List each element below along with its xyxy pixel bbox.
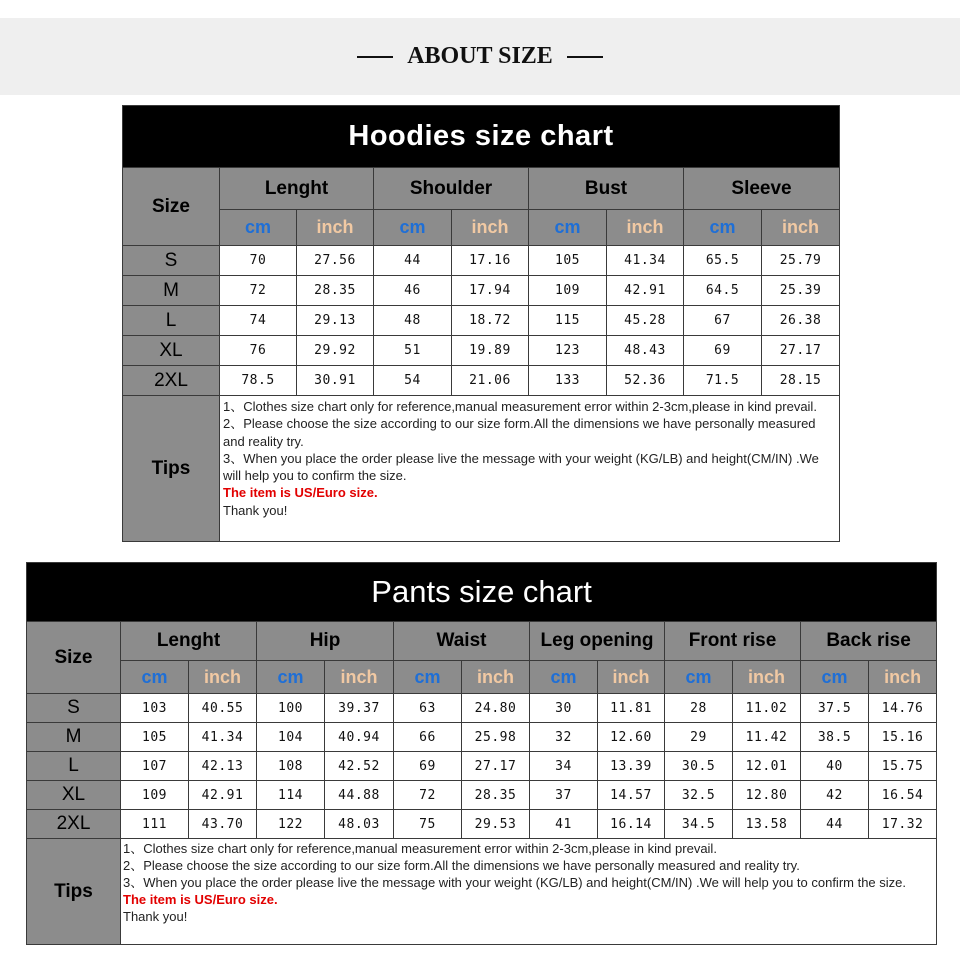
inch-value-cell: 28.15 xyxy=(762,366,840,396)
cm-value-cell: 32 xyxy=(530,723,598,752)
cm-value-cell: 69 xyxy=(684,336,762,366)
cm-value-cell: 54 xyxy=(374,366,452,396)
cm-value-cell: 51 xyxy=(374,336,452,366)
size-column-header: Size xyxy=(27,622,121,694)
size-cell: XL xyxy=(123,336,220,366)
size-cell: M xyxy=(123,276,220,306)
size-column-header: Size xyxy=(123,168,220,246)
header-left-rule xyxy=(357,56,393,58)
cm-value-cell: 30 xyxy=(530,694,598,723)
inch-value-cell: 16.54 xyxy=(869,781,937,810)
inch-value-cell: 30.91 xyxy=(297,366,374,396)
cm-value-cell: 65.5 xyxy=(684,246,762,276)
cm-value-cell: 63 xyxy=(394,694,462,723)
cm-value-cell: 34 xyxy=(530,752,598,781)
cm-value-cell: 100 xyxy=(257,694,325,723)
unit-cm-header: cm xyxy=(257,661,325,694)
unit-cm-header: cm xyxy=(121,661,189,694)
inch-value-cell: 17.32 xyxy=(869,810,937,839)
table-row xyxy=(123,366,840,396)
inch-value-cell: 12.60 xyxy=(598,723,665,752)
inch-value-cell: 44.88 xyxy=(325,781,394,810)
cm-value-cell: 72 xyxy=(394,781,462,810)
unit-inch-header: inch xyxy=(297,210,374,246)
unit-inch-header: inch xyxy=(733,661,801,694)
table-row xyxy=(123,306,840,336)
tip-line: 2、Please choose the size according to our size form.All the dimensions we have personally measured and reality try. xyxy=(123,858,800,873)
cm-value-cell: 38.5 xyxy=(801,723,869,752)
table-row xyxy=(27,694,937,723)
measure-header: Shoulder xyxy=(374,168,529,210)
unit-cm-header: cm xyxy=(530,661,598,694)
cm-value-cell: 37 xyxy=(530,781,598,810)
cm-value-cell: 32.5 xyxy=(665,781,733,810)
inch-value-cell: 12.01 xyxy=(733,752,801,781)
inch-value-cell: 28.35 xyxy=(462,781,530,810)
inch-value-cell: 15.16 xyxy=(869,723,937,752)
cm-value-cell: 44 xyxy=(801,810,869,839)
inch-value-cell: 18.72 xyxy=(452,306,529,336)
cm-value-cell: 28 xyxy=(665,694,733,723)
measure-header: Lenght xyxy=(121,622,257,661)
cm-value-cell: 46 xyxy=(374,276,452,306)
inch-value-cell: 42.91 xyxy=(607,276,684,306)
inch-value-cell: 29.92 xyxy=(297,336,374,366)
table-row xyxy=(27,810,937,839)
table-row xyxy=(123,276,840,306)
size-cell: L xyxy=(27,752,121,781)
table-row xyxy=(123,336,840,366)
inch-value-cell: 25.98 xyxy=(462,723,530,752)
cm-value-cell: 103 xyxy=(121,694,189,723)
cm-value-cell: 105 xyxy=(529,246,607,276)
cm-value-cell: 105 xyxy=(121,723,189,752)
cm-value-cell: 41 xyxy=(530,810,598,839)
cm-value-cell: 75 xyxy=(394,810,462,839)
cm-value-cell: 78.5 xyxy=(220,366,297,396)
inch-value-cell: 26.38 xyxy=(762,306,840,336)
unit-inch-header: inch xyxy=(189,661,257,694)
table-row xyxy=(27,723,937,752)
inch-value-cell: 25.39 xyxy=(762,276,840,306)
inch-value-cell: 25.79 xyxy=(762,246,840,276)
inch-value-cell: 24.80 xyxy=(462,694,530,723)
inch-value-cell: 48.03 xyxy=(325,810,394,839)
inch-value-cell: 19.89 xyxy=(452,336,529,366)
hoodies-size-chart xyxy=(122,105,840,542)
inch-value-cell: 29.13 xyxy=(297,306,374,336)
about-size-header xyxy=(0,18,960,95)
tip-us-euro-size: The item is US/Euro size. xyxy=(223,485,378,501)
cm-value-cell: 44 xyxy=(374,246,452,276)
inch-value-cell: 29.53 xyxy=(462,810,530,839)
cm-value-cell: 48 xyxy=(374,306,452,336)
measure-header: Hip xyxy=(257,622,394,661)
cm-value-cell: 107 xyxy=(121,752,189,781)
cm-value-cell: 111 xyxy=(121,810,189,839)
tip-thanks: Thank you! xyxy=(123,909,188,924)
cm-value-cell: 42 xyxy=(801,781,869,810)
cm-value-cell: 76 xyxy=(220,336,297,366)
cm-value-cell: 34.5 xyxy=(665,810,733,839)
measure-header: Sleeve xyxy=(684,168,840,210)
inch-value-cell: 39.37 xyxy=(325,694,394,723)
tip-line: 1、Clothes size chart only for reference,manual measurement error within 2-3cm,please in kind prevail. xyxy=(123,841,717,856)
inch-value-cell: 11.81 xyxy=(598,694,665,723)
tip-line: 3、When you place the order please live the message with your weight (KG/LB) and height(CM/IN) .We will help you to confirm the size. xyxy=(223,450,819,484)
inch-value-cell: 48.43 xyxy=(607,336,684,366)
measure-header: Back rise xyxy=(801,622,937,661)
size-cell: S xyxy=(123,246,220,276)
tip-line: 2、Please choose the size according to our size form.All the dimensions we have personally measured and reality try. xyxy=(223,416,816,449)
inch-value-cell: 42.52 xyxy=(325,752,394,781)
tips-text xyxy=(121,839,937,945)
tip-line: 3、When you place the order please live the message with your weight (KG/LB) and height(CM/IN) .We will help you to confirm the size. xyxy=(123,875,907,890)
cm-value-cell: 109 xyxy=(121,781,189,810)
size-cell: 2XL xyxy=(27,810,121,839)
pants-chart-title: Pants size chart xyxy=(27,563,937,622)
tip-line: 1、Clothes size chart only for reference,manual measurement error within 2-3cm,please in kind prevail. xyxy=(223,399,817,414)
size-cell: L xyxy=(123,306,220,336)
unit-inch-header: inch xyxy=(762,210,840,246)
cm-value-cell: 115 xyxy=(529,306,607,336)
cm-value-cell: 37.5 xyxy=(801,694,869,723)
unit-inch-header: inch xyxy=(598,661,665,694)
size-cell: M xyxy=(27,723,121,752)
inch-value-cell: 14.57 xyxy=(598,781,665,810)
measure-header: Waist xyxy=(394,622,530,661)
pants-size-chart xyxy=(26,562,937,945)
size-cell: 2XL xyxy=(123,366,220,396)
cm-value-cell: 64.5 xyxy=(684,276,762,306)
unit-inch-header: inch xyxy=(325,661,394,694)
table-row xyxy=(27,781,937,810)
tips-label: Tips xyxy=(123,396,220,542)
cm-value-cell: 70 xyxy=(220,246,297,276)
inch-value-cell: 41.34 xyxy=(189,723,257,752)
size-cell: XL xyxy=(27,781,121,810)
cm-value-cell: 109 xyxy=(529,276,607,306)
pants-rows xyxy=(27,694,937,839)
inch-value-cell: 40.55 xyxy=(189,694,257,723)
measure-header: Bust xyxy=(529,168,684,210)
unit-cm-header: cm xyxy=(394,661,462,694)
cm-value-cell: 66 xyxy=(394,723,462,752)
cm-value-cell: 40 xyxy=(801,752,869,781)
unit-cm-header: cm xyxy=(801,661,869,694)
header-right-rule xyxy=(567,56,603,58)
inch-value-cell: 27.56 xyxy=(297,246,374,276)
inch-value-cell: 12.80 xyxy=(733,781,801,810)
unit-cm-header: cm xyxy=(374,210,452,246)
unit-inch-header: inch xyxy=(607,210,684,246)
unit-cm-header: cm xyxy=(220,210,297,246)
inch-value-cell: 42.91 xyxy=(189,781,257,810)
unit-cm-header: cm xyxy=(665,661,733,694)
tips-label: Tips xyxy=(27,839,121,945)
inch-value-cell: 15.75 xyxy=(869,752,937,781)
inch-value-cell: 13.58 xyxy=(733,810,801,839)
cm-value-cell: 104 xyxy=(257,723,325,752)
inch-value-cell: 11.02 xyxy=(733,694,801,723)
table-row xyxy=(27,752,937,781)
inch-value-cell: 27.17 xyxy=(462,752,530,781)
cm-value-cell: 122 xyxy=(257,810,325,839)
tip-us-euro-size: The item is US/Euro size. xyxy=(123,892,278,907)
cm-value-cell: 72 xyxy=(220,276,297,306)
size-cell: S xyxy=(27,694,121,723)
inch-value-cell: 41.34 xyxy=(607,246,684,276)
inch-value-cell: 14.76 xyxy=(869,694,937,723)
inch-value-cell: 21.06 xyxy=(452,366,529,396)
hoodies-rows xyxy=(123,246,840,396)
inch-value-cell: 52.36 xyxy=(607,366,684,396)
cm-value-cell: 133 xyxy=(529,366,607,396)
cm-value-cell: 69 xyxy=(394,752,462,781)
unit-inch-header: inch xyxy=(869,661,937,694)
header-title: ABOUT SIZE xyxy=(407,43,553,69)
cm-value-cell: 74 xyxy=(220,306,297,336)
cm-value-cell: 114 xyxy=(257,781,325,810)
unit-cm-header: cm xyxy=(529,210,607,246)
tips-text xyxy=(220,396,840,542)
hoodies-chart-title: Hoodies size chart xyxy=(123,106,840,168)
cm-value-cell: 123 xyxy=(529,336,607,366)
table-row xyxy=(123,246,840,276)
cm-value-cell: 108 xyxy=(257,752,325,781)
inch-value-cell: 43.70 xyxy=(189,810,257,839)
inch-value-cell: 27.17 xyxy=(762,336,840,366)
inch-value-cell: 17.16 xyxy=(452,246,529,276)
measure-header: Front rise xyxy=(665,622,801,661)
cm-value-cell: 67 xyxy=(684,306,762,336)
unit-inch-header: inch xyxy=(462,661,530,694)
measure-header: Lenght xyxy=(220,168,374,210)
inch-value-cell: 13.39 xyxy=(598,752,665,781)
inch-value-cell: 16.14 xyxy=(598,810,665,839)
inch-value-cell: 11.42 xyxy=(733,723,801,752)
tip-thanks: Thank you! xyxy=(223,502,288,518)
inch-value-cell: 17.94 xyxy=(452,276,529,306)
unit-inch-header: inch xyxy=(452,210,529,246)
cm-value-cell: 71.5 xyxy=(684,366,762,396)
unit-cm-header: cm xyxy=(684,210,762,246)
inch-value-cell: 42.13 xyxy=(189,752,257,781)
inch-value-cell: 40.94 xyxy=(325,723,394,752)
inch-value-cell: 28.35 xyxy=(297,276,374,306)
cm-value-cell: 30.5 xyxy=(665,752,733,781)
measure-header: Leg opening xyxy=(530,622,665,661)
inch-value-cell: 45.28 xyxy=(607,306,684,336)
cm-value-cell: 29 xyxy=(665,723,733,752)
